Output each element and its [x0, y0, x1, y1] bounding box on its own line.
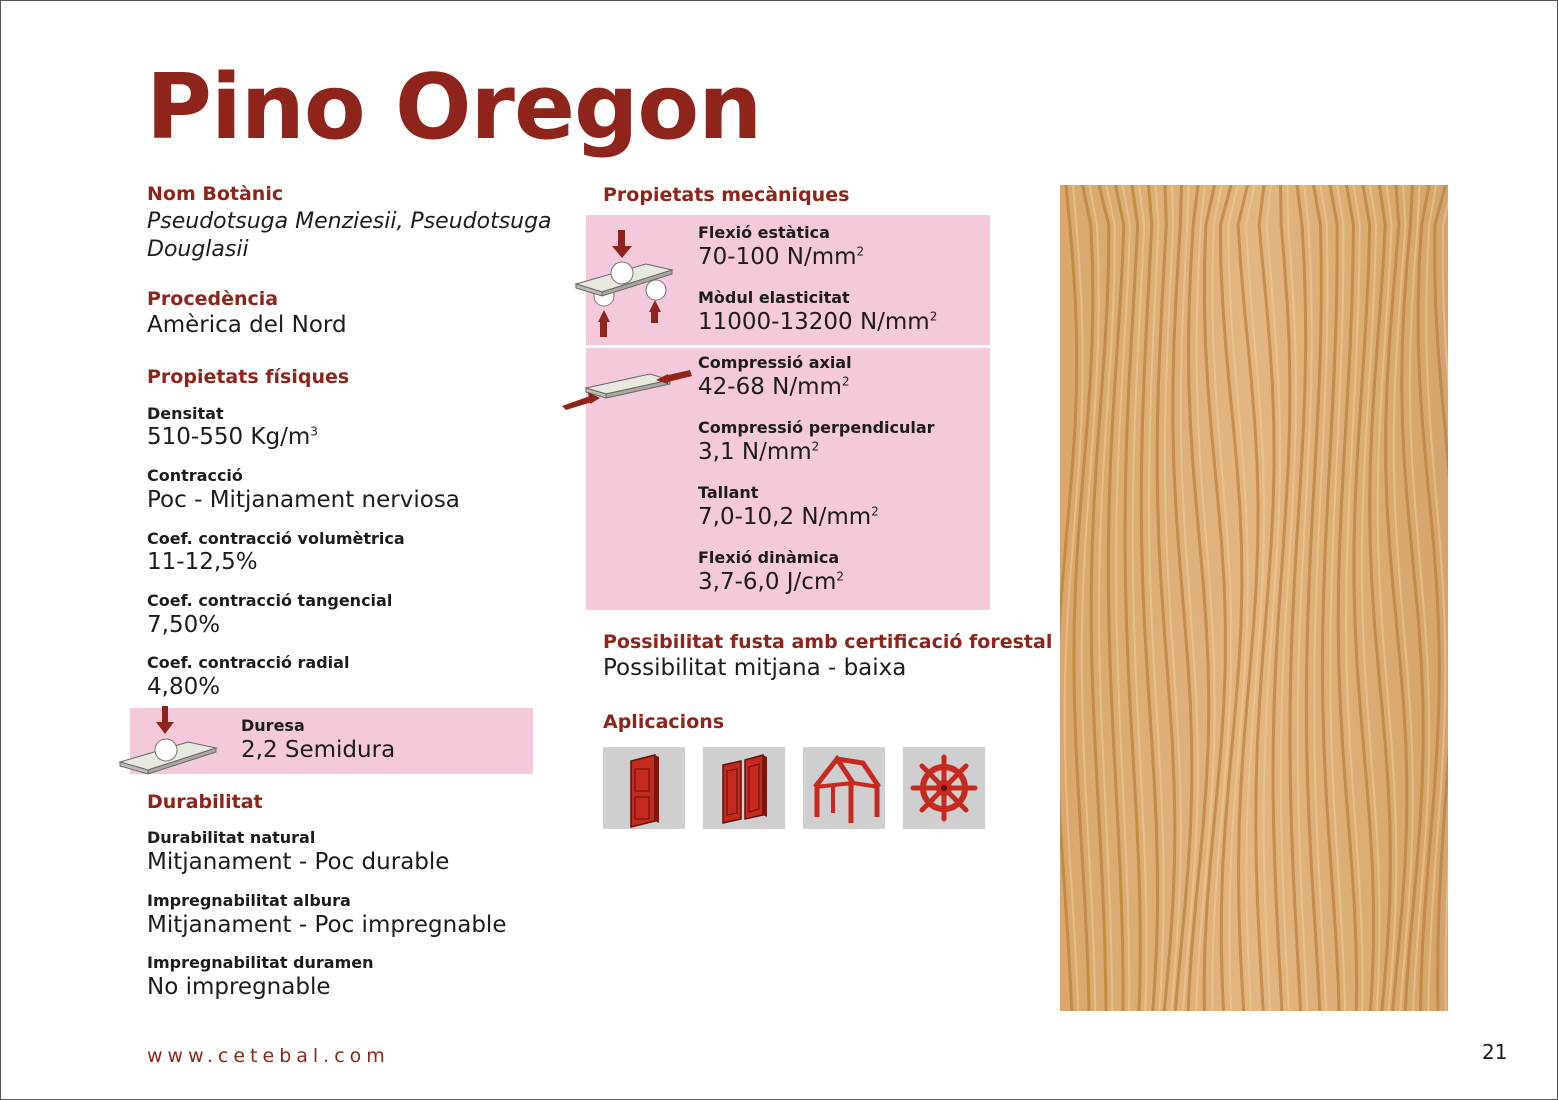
- natural-durability-label: Durabilitat natural: [147, 828, 316, 847]
- perpendicular-label: Compressió perpendicular: [698, 418, 935, 437]
- sapwood-value: Mitjanament - Poc impregnable: [147, 912, 507, 938]
- volumetric-value: 11-12,5%: [147, 549, 258, 575]
- axial-value: 42-68 $N/mm^2$: [698, 374, 850, 400]
- static-bending-label: Flexió estàtica: [698, 223, 830, 242]
- shear-label: Tallant: [698, 483, 759, 502]
- dynamic-value: 3,7-6,0 $J/cm^2$: [698, 569, 844, 595]
- origin-value: Amèrica del Nord: [147, 312, 347, 338]
- certification-value: Possibilitat mitjana - baixa: [603, 655, 907, 681]
- static-bending-value: 70-100 $N/mm^2$: [698, 244, 865, 270]
- physical-heading: Propietats físiques: [147, 366, 350, 388]
- bending-test-icon: [574, 226, 674, 342]
- shrink-value: Poc - Mitjanament nerviosa: [147, 487, 460, 513]
- density-value: 510-550 $Kg/m^3$: [147, 424, 318, 450]
- radial-label: Coef. contracció radial: [147, 653, 350, 672]
- ship-wheel-icon: [903, 747, 985, 829]
- density-label: Densitat: [147, 404, 224, 423]
- hardness-label: Duresa: [241, 716, 305, 735]
- origin-heading: Procedència: [147, 288, 279, 310]
- compression-test-icon: [560, 364, 694, 414]
- botanic-name-line2: Douglasii: [147, 237, 249, 262]
- shear-value: 7,0-10,2 $N/mm^2$: [698, 504, 879, 530]
- roof-structure-icon: [803, 747, 885, 829]
- axial-label: Compressió axial: [698, 353, 852, 372]
- botanic-heading: Nom Botànic: [147, 183, 284, 205]
- sapwood-label: Impregnabilitat albura: [147, 891, 351, 910]
- dynamic-label: Flexió dinàmica: [698, 548, 840, 567]
- page-title: Pino Oregon: [146, 55, 762, 160]
- hardness-test-icon: [118, 704, 218, 780]
- volumetric-label: Coef. contracció volumètrica: [147, 529, 405, 548]
- hardness-value: 2,2 Semidura: [241, 737, 396, 763]
- certification-heading: Possibilitat fusta amb certificació forestal: [603, 631, 1053, 653]
- applications-heading: Aplicacions: [603, 711, 725, 733]
- window-icon: [703, 747, 785, 829]
- tangential-value: 7,50%: [147, 612, 221, 638]
- botanic-name-line1: Pseudotsuga Menziesii, Pseudotsuga: [147, 209, 552, 234]
- mech-heading: Propietats mecàniques: [603, 184, 850, 206]
- elasticity-label: Mòdul elasticitat: [698, 288, 850, 307]
- tangential-label: Coef. contracció tangencial: [147, 591, 393, 610]
- durability-heading: Durabilitat: [147, 791, 263, 813]
- heartwood-label: Impregnabilitat duramen: [147, 953, 374, 972]
- page-number: 21: [1482, 1040, 1508, 1064]
- natural-durability-value: Mitjanament - Poc durable: [147, 849, 450, 875]
- wood-grain-image: [1060, 185, 1448, 1011]
- shrink-label: Contracció: [147, 466, 243, 485]
- door-icon: [603, 747, 685, 829]
- footer-website[interactable]: www.cetebal.com: [147, 1045, 390, 1067]
- perpendicular-value: 3,1 $N/mm^2$: [698, 439, 820, 465]
- heartwood-value: No impregnable: [147, 974, 331, 1000]
- elasticity-value: 11000-13200 $N/mm^2$: [698, 309, 938, 335]
- radial-value: 4,80%: [147, 674, 221, 700]
